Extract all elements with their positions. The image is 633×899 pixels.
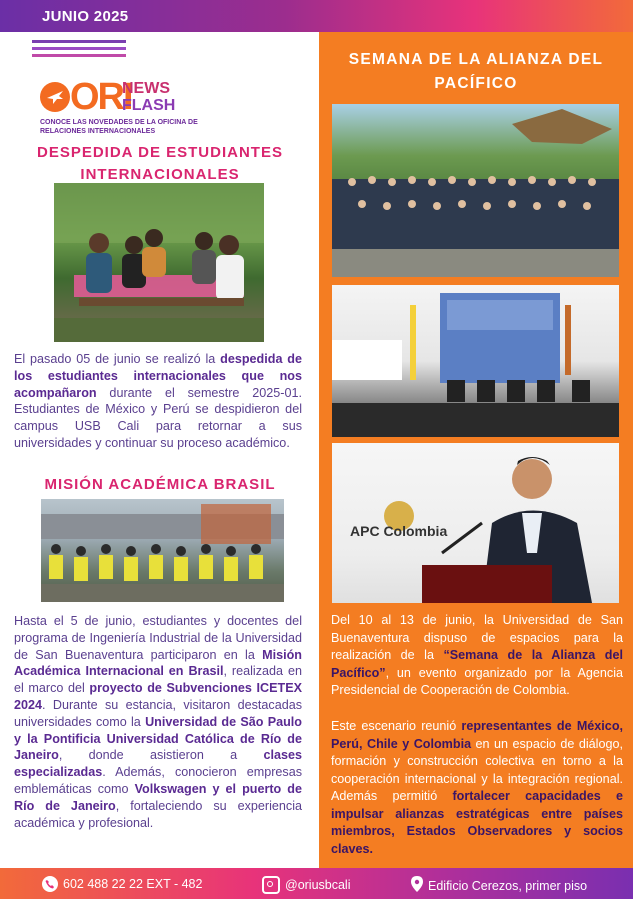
section3-title: SEMANA DE LA ALIANZA DEL PACÍFICO (348, 51, 604, 92)
phone-contact[interactable] (42, 876, 202, 892)
instagram-icon (262, 876, 280, 894)
text-run: , un evento organizado por la Agencia Presidencial de Cooperación de Colombia. (331, 665, 623, 697)
phone-number: 602 488 22 22 EXT - 482 (63, 877, 203, 891)
address-text: Edificio Cerezos, primer piso (428, 878, 588, 893)
text-run: , donde asistieron a (58, 748, 264, 763)
address-contact (411, 876, 587, 895)
section3-paragraph2 (331, 718, 623, 858)
text-run: , fortaleciendo su experiencia académica y profesional. (14, 798, 303, 830)
speaker-photo (332, 443, 619, 603)
text-bold: proyecto de Subvenciones ICETEX 2024 (14, 681, 302, 712)
text-bold: Misión Académica Internacional en Brasil (14, 647, 302, 679)
top-banner (0, 0, 633, 32)
text-bold: clases especializadas (14, 748, 302, 780)
phone-icon (42, 876, 58, 892)
text-run: . Además, conocieron empresas emblemáticas como (14, 765, 302, 796)
text-bold: representantes de México, Perú, Chile y Colombia (331, 719, 624, 751)
news-word: NEWS (122, 80, 170, 97)
text-bold: “Semana de la Alianza del Pacífico” (331, 648, 623, 680)
text-run: durante el semestre 2025-01. Estudiantes de México y Perú se despidieron del campus USB Cali para retornar a sus universidades y continuar su proceso académico. (14, 385, 302, 450)
text-run: , realizada en el marco del (14, 664, 302, 696)
newsflash-title (122, 80, 175, 114)
airplane-icon (40, 82, 70, 112)
flash-word: FLASH (122, 97, 176, 114)
section1-title: DESPEDIDA DE ESTUDIANTES INTERNACIONALES (37, 144, 283, 183)
apc-banner-text: APC Colombia (350, 523, 448, 539)
location-pin-icon (411, 876, 423, 895)
farewell-photo (54, 183, 264, 342)
decorative-stripes (32, 40, 126, 61)
section2-paragraph (14, 613, 302, 831)
text-run: Del 10 al 13 de junio, la Universidad de San Buenaventura dispuso de espacios para la realización de la (331, 613, 623, 662)
text-run: en un espacio de diálogo, formación y construcción colectiva en torno a la cooperación internacional y la integración regional. Además permitió (331, 736, 623, 803)
text-bold: despedida de los estudiantes internacionales que nos acompañaron (14, 352, 302, 400)
logo-text: ORI (70, 76, 132, 118)
logo-subtitle: CONOCE LAS NOVEDADES DE LA OFICINA DE RELACIONES INTERNACIONALES (40, 119, 198, 135)
pacific-alliance-column (319, 32, 633, 868)
logo-mark (40, 78, 132, 116)
panel-photo (332, 285, 619, 437)
text-run: Hasta el 5 de junio, estudiantes y docentes del programa de Ingeniería Industrial de la Universidad de San Buenaventura participaron en la (14, 614, 302, 662)
group-photo (332, 104, 619, 277)
text-run: . Durante su estancia, visitaron destacadas universidades como la (14, 697, 302, 729)
text-bold: fortalecer capacidades e impulsar alianzas estratégicas entre países miembros, Estados Observadores y socios claves. (331, 789, 623, 856)
text-bold: Universidad de São Paulo y la Pontificia Universidad Católica de Río de Janeiro (14, 714, 302, 763)
text-run: Este escenario reunió (331, 719, 462, 733)
social-handle: @oriusbcali (285, 878, 351, 892)
issue-date: JUNIO 2025 (42, 8, 129, 25)
text-bold: Volkswagen y el puerto de Río de Janeiro (14, 781, 302, 813)
contact-footer (0, 868, 633, 899)
section2-title: MISIÓN ACADÉMICA BRASIL (44, 476, 276, 493)
brazil-group-photo (41, 499, 284, 602)
social-contact[interactable] (262, 876, 351, 894)
text-run: El pasado 05 de junio se realizó la (14, 352, 221, 366)
section1-paragraph (14, 351, 302, 452)
section3-paragraph1 (331, 612, 623, 700)
ori-logo (40, 78, 240, 138)
